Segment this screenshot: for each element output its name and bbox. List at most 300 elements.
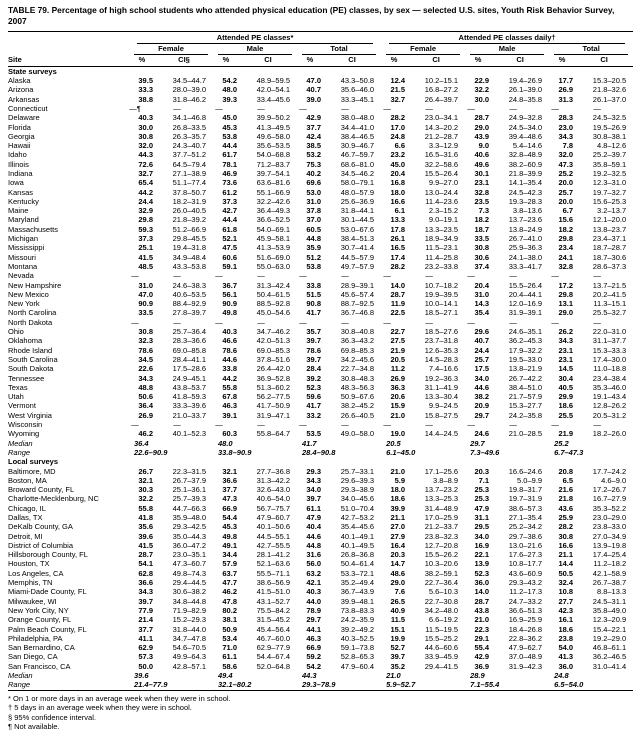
percent-cell: 18.6 bbox=[558, 624, 574, 634]
percent-cell: 27.0 bbox=[390, 522, 406, 532]
summary-value-cell: 7.3–49.6 bbox=[470, 447, 500, 457]
ci-cell: 31.4–48.9 bbox=[424, 503, 459, 513]
group-header-attended: Attended PE classes* bbox=[129, 31, 381, 44]
ci-cell: 15.5–26.4 bbox=[424, 169, 459, 178]
site-cell: Houston, TX bbox=[8, 559, 50, 569]
ci-cell: 51.3–60.2 bbox=[256, 382, 290, 392]
table-row bbox=[8, 392, 633, 401]
ci-cell: 38.4–51.0 bbox=[508, 382, 543, 392]
percent-cell: 47.7 bbox=[222, 578, 237, 588]
percent-cell: 37.7 bbox=[138, 624, 153, 634]
table-row bbox=[8, 141, 633, 150]
percent-cell: 37.0 bbox=[306, 215, 321, 225]
ci-cell: 22.0–31.0 bbox=[592, 327, 627, 337]
ci-cell: 18.7–28.7 bbox=[592, 243, 627, 253]
ci-cell: 34.0–45.6 bbox=[340, 494, 375, 504]
summary-value-cell: 7.1–55.4 bbox=[470, 680, 500, 690]
ci-cell: 27.1–35.4 bbox=[508, 512, 543, 522]
percent-cell: 16.4 bbox=[390, 540, 406, 550]
ci-cell: 10.3–20.6 bbox=[424, 559, 459, 569]
percent-header: % bbox=[297, 55, 323, 66]
percent-cell: 29.8 bbox=[138, 215, 153, 225]
ci-cell: 46.7–60.0 bbox=[256, 633, 290, 643]
ci-cell: 34.5–46.2 bbox=[340, 169, 375, 178]
percent-cell: 28.7 bbox=[474, 113, 490, 123]
site-cell: Ohio bbox=[8, 327, 24, 337]
ci-cell: 38.2–59.1 bbox=[424, 568, 459, 578]
ci-cell: 24.5–42.3 bbox=[508, 187, 543, 197]
percent-cell: 40.9 bbox=[390, 605, 406, 615]
percent-cell: 44.6 bbox=[306, 531, 321, 541]
ci-cell: — bbox=[425, 271, 433, 281]
percent-cell: 23.1 bbox=[474, 178, 490, 188]
percent-cell: 54.2 bbox=[222, 76, 237, 86]
ci-cell: — bbox=[341, 271, 349, 281]
site-cell: Median bbox=[8, 438, 33, 448]
ci-cell: 20.5–31.2 bbox=[592, 410, 627, 420]
percent-cell: 50.0 bbox=[138, 661, 153, 671]
ci-cell: 22.7–36.4 bbox=[424, 578, 459, 588]
ci-cell: 22.7–30.8 bbox=[424, 596, 459, 606]
percent-cell: 78.6 bbox=[306, 345, 321, 355]
ci-cell: 51.6–69.0 bbox=[256, 252, 290, 262]
percent-cell: 20.3 bbox=[390, 550, 406, 560]
percent-cell: 65.4 bbox=[138, 178, 153, 188]
ci-cell: 49.8–74.3 bbox=[172, 568, 206, 578]
ci-cell: 54.6–70.5 bbox=[172, 643, 206, 653]
percent-cell: 41.8 bbox=[138, 512, 153, 522]
percent-cell: 25.5 bbox=[558, 410, 574, 420]
ci-cell: 40.6–53.5 bbox=[172, 289, 206, 299]
percent-cell: 14.0 bbox=[390, 280, 406, 290]
percent-cell: 55.8 bbox=[222, 382, 237, 392]
percent-cell: 47.8 bbox=[222, 596, 237, 606]
percent-cell: 30.3 bbox=[138, 485, 153, 495]
ci-cell: 69.0–85.8 bbox=[172, 345, 206, 355]
percent-cell: 48.5 bbox=[138, 261, 153, 271]
table-row bbox=[8, 559, 633, 568]
ci-cell: 24.5–31.1 bbox=[592, 596, 627, 606]
ci-cell: 36.6–51.3 bbox=[508, 605, 543, 615]
percent-cell: 36.6 bbox=[138, 578, 153, 588]
ci-cell: 26.7–37.9 bbox=[172, 475, 206, 485]
table-row bbox=[8, 439, 633, 448]
ci-cell: 32.6–43.0 bbox=[256, 485, 290, 495]
ci-cell: 15.8–27.5 bbox=[424, 410, 459, 420]
summary-value-cell: 29.7 bbox=[470, 438, 485, 448]
percent-cell: 30.4 bbox=[558, 373, 574, 383]
ci-cell: 35.3–52.2 bbox=[592, 503, 627, 513]
table-row bbox=[8, 597, 633, 606]
percent-cell: 21.0 bbox=[390, 466, 406, 476]
percent-cell: 20.0 bbox=[558, 196, 574, 206]
percent-cell: 69.6 bbox=[306, 178, 321, 188]
ci-cell: 15.3–27.7 bbox=[508, 401, 543, 411]
measure-header-row bbox=[8, 55, 633, 66]
percent-cell: 52.1 bbox=[222, 234, 237, 244]
site-cell: South Carolina bbox=[8, 354, 58, 364]
percent-cell: 26.9 bbox=[558, 85, 574, 95]
table-title: TABLE 79. Percentage of high school students who attended physical education (PE) classes, by sex — selected U.S. sites, Youth Risk Behavior Survey, 2007 bbox=[8, 5, 615, 26]
ci-cell: 13.7–21.5 bbox=[592, 280, 627, 290]
ci-cell: 15.3–20.5 bbox=[592, 76, 627, 86]
ci-cell: 15.5–26.2 bbox=[424, 550, 459, 560]
percent-cell: 16.9 bbox=[474, 540, 490, 550]
percent-cell: 28.4 bbox=[306, 364, 321, 374]
ci-cell: 45.9–58.1 bbox=[256, 234, 290, 244]
summary-value-cell: 49.4 bbox=[218, 671, 233, 681]
percent-cell: 18.7 bbox=[474, 224, 490, 234]
ci-cell: 24.5–34.0 bbox=[508, 122, 543, 132]
percent-cell: 13.1 bbox=[558, 299, 574, 309]
percent-cell: 38.5 bbox=[306, 141, 321, 151]
table-row bbox=[8, 234, 633, 243]
percent-cell: 32.8 bbox=[558, 261, 574, 271]
ci-cell: 54.0–68.8 bbox=[256, 150, 290, 160]
percent-cell: 15.6 bbox=[558, 215, 574, 225]
percent-cell: 66.9 bbox=[222, 503, 237, 513]
table-row bbox=[8, 336, 633, 345]
ci-cell: 42.1–58.9 bbox=[592, 568, 627, 578]
ci-header: CI bbox=[407, 55, 465, 66]
table-row bbox=[8, 308, 633, 317]
ci-cell: 48.0–57.9 bbox=[340, 187, 375, 197]
percent-cell: 5.9 bbox=[394, 475, 406, 485]
percent-cell: 21.5 bbox=[390, 85, 406, 95]
summary-value-cell: 39.6 bbox=[134, 671, 149, 681]
percent-cell: 7.6 bbox=[394, 587, 406, 597]
percent-cell: 40.7 bbox=[474, 336, 490, 346]
ci-cell: 31.1–41.9 bbox=[424, 382, 459, 392]
ci-cell: — bbox=[173, 271, 181, 281]
ci-cell: 3.2–13.7 bbox=[596, 206, 627, 216]
percent-cell: 15.1 bbox=[390, 624, 406, 634]
ci-cell: 17.9–32.2 bbox=[508, 345, 543, 355]
ci-cell: 18.2–31.9 bbox=[172, 196, 206, 206]
site-cell: Florida bbox=[8, 122, 31, 132]
percent-cell: 41.5 bbox=[138, 252, 153, 262]
percent-cell: 48.8 bbox=[138, 382, 153, 392]
ci-cell: 17.5–28.6 bbox=[172, 364, 206, 374]
percent-cell: 6.5 bbox=[562, 475, 574, 485]
percent-cell: 37.7 bbox=[222, 485, 237, 495]
percent-cell: 26.9 bbox=[390, 373, 406, 383]
table-row bbox=[8, 550, 633, 559]
ci-cell: 18.7–30.6 bbox=[592, 252, 627, 262]
percent-cell: 26.1 bbox=[390, 234, 406, 244]
ci-cell: 4.8–12.6 bbox=[596, 141, 627, 151]
summary-value-cell: 48.0 bbox=[218, 438, 233, 448]
percent-cell: 30.6 bbox=[474, 252, 490, 262]
ci-cell: 39.4–48.6 bbox=[508, 131, 543, 141]
ci-cell: 19.3–28.3 bbox=[508, 196, 543, 206]
percent-cell: 26.2 bbox=[558, 327, 574, 337]
table-row bbox=[8, 532, 633, 541]
percent-cell: 39.3 bbox=[222, 94, 237, 104]
percent-cell: 31.0 bbox=[138, 280, 153, 290]
percent-cell: — bbox=[215, 317, 223, 327]
ci-cell: 11.4–25.8 bbox=[425, 252, 459, 262]
summary-value-cell: 20.5 bbox=[386, 438, 401, 448]
percent-cell: 61.2 bbox=[222, 187, 237, 197]
percent-cell: 40.4 bbox=[306, 522, 321, 532]
percent-cell: 18.6 bbox=[558, 401, 574, 411]
site-header-spacer bbox=[8, 44, 129, 55]
percent-cell: 34.3 bbox=[306, 475, 321, 485]
ci-cell: 31.9–39.1 bbox=[508, 308, 543, 318]
table-row bbox=[8, 374, 633, 383]
site-cell: North Dakota bbox=[8, 317, 53, 327]
percent-cell: 33.8 bbox=[306, 280, 321, 290]
percent-cell: 14.7 bbox=[390, 559, 406, 569]
percent-cell: 21.1 bbox=[558, 550, 574, 560]
ci-header: CI bbox=[575, 55, 633, 66]
percent-cell: 33.2 bbox=[306, 410, 321, 420]
ci-cell: 71.2–83.7 bbox=[256, 159, 290, 169]
percent-cell: 50.6 bbox=[138, 392, 153, 402]
table-row bbox=[8, 355, 633, 364]
table-row bbox=[8, 680, 633, 690]
ci-cell: 5.4–14.6 bbox=[512, 141, 543, 151]
percent-cell: 63.2 bbox=[306, 568, 321, 578]
percent-cell: 34.5 bbox=[138, 354, 153, 364]
ci-cell: 6.6–19.2 bbox=[428, 615, 459, 625]
ci-cell: 26.4–42.0 bbox=[256, 364, 290, 374]
table-row bbox=[8, 178, 633, 187]
summary-value-cell: 41.7 bbox=[302, 438, 317, 448]
ci-cell: 15.5–26.4 bbox=[508, 280, 543, 290]
percent-cell: 20.5 bbox=[390, 354, 406, 364]
ci-cell: — bbox=[509, 317, 517, 327]
ci-cell: 25.1–36.1 bbox=[172, 485, 206, 495]
percent-cell: 31.3 bbox=[558, 94, 574, 104]
ci-cell: 32.2–58.6 bbox=[424, 159, 459, 169]
percent-cell: 42.9 bbox=[474, 652, 490, 662]
ci-cell: 14.3–20.2 bbox=[424, 122, 459, 132]
site-cell: Rhode Island bbox=[8, 345, 53, 355]
percent-cell: 19.9 bbox=[390, 633, 406, 643]
ci-cell: 15.3–33.3 bbox=[592, 345, 627, 355]
percent-cell: 45.3 bbox=[222, 522, 237, 532]
table-row bbox=[8, 299, 633, 308]
percent-cell: 32.2 bbox=[138, 494, 153, 504]
percent-cell: — bbox=[467, 317, 475, 327]
ci-cell: 26.7–41.0 bbox=[508, 234, 543, 244]
ci-cell: 21.2–33.7 bbox=[424, 522, 459, 532]
ci-cell: 34.7–47.8 bbox=[172, 633, 206, 643]
site-cell: Miami-Dade County, FL bbox=[8, 587, 87, 597]
ci-cell: 26.6–40.5 bbox=[340, 410, 375, 420]
percent-cell: 48.6 bbox=[390, 568, 406, 578]
ci-cell: 31.9–42.3 bbox=[508, 661, 543, 671]
percent-cell: 32.9 bbox=[138, 206, 153, 216]
site-cell: Illinois bbox=[8, 159, 29, 169]
percent-cell: 37.7 bbox=[306, 122, 321, 132]
ci-cell: — bbox=[593, 271, 601, 281]
ci-cell: 52.1–63.6 bbox=[256, 559, 290, 569]
ci-cell: 24.9–45.1 bbox=[172, 373, 206, 383]
ci-cell: 88.5–92.8 bbox=[256, 299, 290, 309]
percent-cell: 67.8 bbox=[222, 392, 237, 402]
percent-cell: 11.9 bbox=[390, 299, 406, 309]
site-cell: Wyoming bbox=[8, 429, 40, 439]
percent-cell: 7.3 bbox=[478, 206, 490, 216]
table-row bbox=[8, 346, 633, 355]
site-cell: Utah bbox=[8, 392, 24, 402]
table-row bbox=[8, 504, 633, 513]
site-cell: Delaware bbox=[8, 113, 40, 123]
percent-cell: 54.2 bbox=[306, 661, 321, 671]
section-row bbox=[8, 66, 633, 76]
percent-cell: 52.3 bbox=[474, 568, 490, 578]
percent-cell: 61.7 bbox=[222, 150, 237, 160]
site-cell: New York bbox=[8, 299, 40, 309]
footnotes bbox=[8, 694, 633, 732]
ci-cell: — bbox=[173, 103, 181, 113]
percent-cell: 32.2 bbox=[474, 85, 490, 95]
summary-value-cell: 6.5–54.0 bbox=[554, 680, 584, 690]
percent-cell: — bbox=[383, 420, 391, 430]
ci-cell: 30.8–40.8 bbox=[340, 327, 375, 337]
percent-cell: 42.4 bbox=[306, 131, 321, 141]
ci-cell: 42.7–55.5 bbox=[256, 540, 290, 550]
ci-cell: 5.0–9.9 bbox=[517, 475, 543, 485]
percent-cell: 27.5 bbox=[390, 336, 406, 346]
percent-cell: 50.5 bbox=[558, 568, 574, 578]
summary-value-cell: 24.8 bbox=[554, 671, 569, 681]
table-row bbox=[8, 401, 633, 410]
ci-cell: 23.0–29.0 bbox=[592, 512, 627, 522]
ci-cell: 37.0–48.9 bbox=[508, 652, 543, 662]
ci-cell: 19.5–26.9 bbox=[592, 122, 627, 132]
ci-cell: 28.6–37.3 bbox=[592, 261, 627, 271]
ci-cell: 24.2–35.8 bbox=[508, 410, 543, 420]
percent-cell: 46.9 bbox=[222, 169, 237, 178]
percent-cell: 29.1 bbox=[474, 633, 490, 643]
ci-cell: 29.3–42.5 bbox=[172, 522, 206, 532]
ci-cell: 3.8–13.6 bbox=[512, 206, 543, 216]
percent-cell: 54.4 bbox=[222, 512, 237, 522]
summary-value-cell: 21.4–77.9 bbox=[134, 680, 168, 690]
ci-cell: 43.8–53.7 bbox=[172, 382, 206, 392]
ci-cell: 46.8–61.1 bbox=[592, 643, 627, 653]
table-row bbox=[8, 541, 633, 550]
table-row bbox=[8, 606, 633, 615]
percent-cell: 23.5 bbox=[474, 196, 490, 206]
ci-cell: 12.6–35.3 bbox=[424, 345, 459, 355]
ci-cell: 38.4–46.5 bbox=[340, 131, 375, 141]
ci-cell: — bbox=[257, 420, 265, 430]
ci-cell: 21.8–39.2 bbox=[172, 215, 206, 225]
ci-cell: 19.2–29.0 bbox=[592, 633, 627, 643]
percent-cell: — bbox=[551, 271, 559, 281]
percent-cell: 52.7 bbox=[390, 643, 406, 653]
ci-cell: 42.7–53.2 bbox=[340, 512, 375, 522]
ci-cell: 49.7–57.9 bbox=[340, 261, 375, 271]
percent-cell: 26.5 bbox=[390, 596, 406, 606]
table-row bbox=[8, 513, 633, 522]
ci-cell: 54.4–67.4 bbox=[256, 652, 290, 662]
ci-cell: 14.4–24.5 bbox=[424, 429, 459, 439]
percent-cell: 49.6 bbox=[474, 159, 490, 169]
percent-cell: 39.7 bbox=[138, 596, 153, 606]
table-row bbox=[8, 197, 633, 206]
subgroup-header-row bbox=[8, 44, 633, 55]
percent-cell: 43.8 bbox=[474, 605, 490, 615]
percent-cell: 20.0 bbox=[558, 178, 574, 188]
percent-cell: 7.8 bbox=[562, 141, 574, 151]
percent-cell: 31.0 bbox=[306, 196, 321, 206]
footnote: † 5 days in an average week when they were in school. bbox=[8, 703, 192, 713]
ci-cell: 38.0–48.0 bbox=[340, 113, 375, 123]
percent-cell: — bbox=[383, 317, 391, 327]
ci-cell: 24.1–38.0 bbox=[508, 252, 543, 262]
ci-cell: 16.9–25.9 bbox=[508, 615, 543, 625]
percent-cell: 53.5 bbox=[306, 429, 321, 439]
percent-cell: 25.1 bbox=[138, 243, 153, 253]
ci-cell: 73.8–83.3 bbox=[340, 605, 375, 615]
ci-cell: 30.9–46.7 bbox=[340, 141, 375, 151]
percent-cell: 50.9 bbox=[222, 624, 237, 634]
ci-cell: 9.9–27.0 bbox=[428, 178, 459, 188]
percent-cell: 90.9 bbox=[138, 299, 153, 309]
table-row bbox=[8, 206, 633, 215]
summary-value-cell: 28.9 bbox=[470, 671, 485, 681]
site-cell: Charlotte-Mecklenburg, NC bbox=[8, 494, 99, 504]
ci-cell: 3.3–12.9 bbox=[428, 141, 459, 151]
ci-cell: 34.8–44.8 bbox=[172, 596, 206, 606]
percent-cell: 14.3 bbox=[474, 299, 490, 309]
ci-cell: 50.4–61.4 bbox=[340, 559, 375, 569]
percent-cell: 25.3 bbox=[474, 494, 490, 504]
percent-cell: 59.6 bbox=[306, 392, 321, 402]
ci-cell: 30.8–48.3 bbox=[340, 373, 375, 383]
percent-cell: 58.6 bbox=[222, 661, 237, 671]
ci-cell: 88.7–92.5 bbox=[340, 299, 375, 309]
ci-cell: 37.8–50.7 bbox=[172, 187, 206, 197]
percent-cell: 78.6 bbox=[138, 345, 153, 355]
ci-cell: 17.4–30.0 bbox=[592, 354, 627, 364]
ci-cell: — bbox=[509, 271, 517, 281]
ci-cell: 25.2–39.7 bbox=[592, 150, 627, 160]
percent-cell: 29.0 bbox=[558, 308, 574, 318]
ci-cell: 26.4–39.7 bbox=[424, 94, 459, 104]
percent-cell: 30.8 bbox=[474, 243, 490, 253]
ci-cell: 36.7–46.8 bbox=[340, 308, 375, 318]
percent-cell: — bbox=[131, 271, 139, 281]
percent-cell: 41.7 bbox=[306, 401, 321, 411]
subheader-female: Female bbox=[381, 44, 465, 55]
table-row bbox=[8, 262, 633, 271]
percent-cell: 21.6 bbox=[558, 485, 574, 495]
percent-cell: — bbox=[551, 317, 559, 327]
percent-cell: — bbox=[299, 271, 307, 281]
ci-cell: 21.2–28.7 bbox=[424, 131, 459, 141]
summary-value-cell: 6.7–47.3 bbox=[554, 447, 584, 457]
percent-cell: — bbox=[467, 103, 475, 113]
ci-cell: 38.6–56.9 bbox=[256, 578, 290, 588]
percent-cell: 30.0 bbox=[474, 94, 490, 104]
ci-cell: — bbox=[425, 103, 433, 113]
ci-header: CI§ bbox=[155, 55, 213, 66]
percent-cell: 26.7 bbox=[138, 466, 153, 476]
percent-cell: 40.2 bbox=[306, 169, 321, 178]
ci-cell: 12.3–20.9 bbox=[592, 615, 627, 625]
ci-cell: 45.6–57.4 bbox=[340, 289, 375, 299]
percent-cell: 24.1 bbox=[558, 252, 574, 262]
ci-cell: 40.1–50.6 bbox=[256, 522, 290, 532]
percent-cell: 44.6 bbox=[474, 382, 490, 392]
